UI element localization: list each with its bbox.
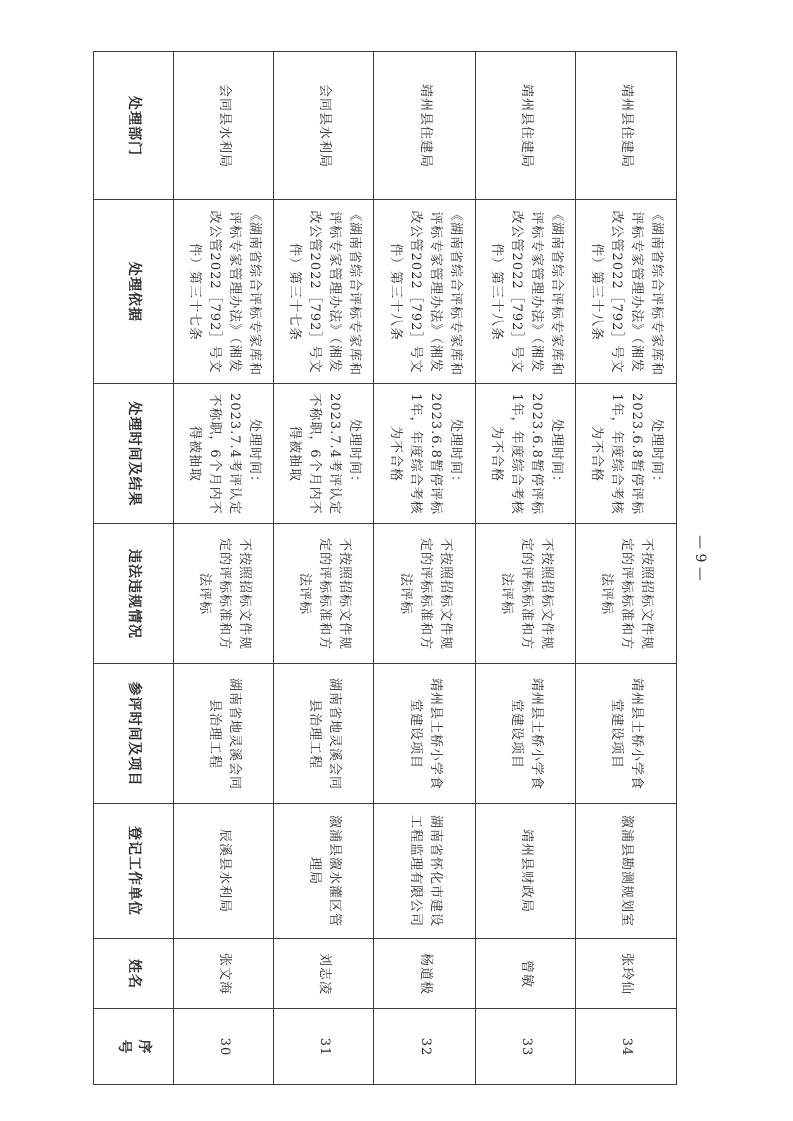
cell-text-name: 张玲仙	[619, 952, 634, 995]
cell-result	[174, 384, 274, 524]
cell-text-dept: 靖州县住建局	[619, 83, 634, 168]
cell-result	[274, 384, 374, 524]
field-row-dept	[94, 52, 677, 200]
cell-dept	[576, 52, 677, 200]
cell-basis	[374, 200, 476, 384]
cell-seq	[274, 1009, 374, 1085]
cell-unit	[476, 804, 576, 939]
header-label-seq: 序号	[115, 1039, 152, 1054]
cell-text-seq: 34	[619, 1037, 634, 1056]
cell-text-seq: 31	[316, 1037, 332, 1056]
cell-text-violation: 不按照招标文件规定的评标标准和方法评标	[498, 537, 554, 650]
penalty-table	[93, 51, 677, 1085]
cell-project	[274, 664, 374, 804]
cell-text-basis: 《湖南省综合评标专家库和评标专家管理办法》（湘发改公管2022［792］号文件）第三十七条	[286, 207, 362, 376]
cell-violation	[274, 524, 374, 664]
cell-text-project: 靖州县土桥小学食堂建设项目	[407, 677, 443, 790]
cell-result	[576, 384, 677, 524]
field-row-seq	[94, 1009, 677, 1085]
cell-name	[274, 939, 374, 1009]
cell-project	[476, 664, 576, 804]
header-cell-unit	[94, 804, 174, 939]
cell-seq	[576, 1009, 677, 1085]
cell-text-name: 张文海	[216, 952, 232, 995]
cell-unit	[174, 804, 274, 939]
cell-text-basis: 《湖南省综合评标专家库和评标专家管理办法》（湘发改公管2022［792］号文件）第三十八条	[387, 207, 463, 376]
cell-seq	[174, 1009, 274, 1085]
cell-basis	[174, 200, 274, 384]
header-cell-dept	[94, 52, 174, 200]
page-number: — 9 —	[692, 535, 708, 581]
field-row-violation	[94, 524, 677, 664]
header-label-violation: 违法违规情况	[125, 548, 142, 639]
cell-unit	[374, 804, 476, 939]
cell-seq	[476, 1009, 576, 1085]
cell-name	[374, 939, 476, 1009]
cell-text-project: 靖州县土桥小学食堂建设项目	[609, 677, 644, 790]
cell-text-name: 刘志凌	[316, 952, 332, 995]
cell-text-basis: 《湖南省综合评标专家库和评标专家管理办法》（湘发改公管2022［792］号文件）第三十八条	[589, 207, 664, 376]
cell-violation	[174, 524, 274, 664]
header-cell-result	[94, 384, 174, 524]
field-row-basis	[94, 200, 677, 384]
cell-text-dept: 靖州县住建局	[518, 83, 534, 168]
cell-text-project: 靖州县土桥小学食堂建设项目	[508, 677, 544, 790]
field-row-result	[94, 384, 677, 524]
cell-text-result: 处理时间：2023.6.8暂停评标1年，年度综合考核为不合格	[488, 392, 564, 515]
cell-name	[174, 939, 274, 1009]
cell-dept	[174, 52, 274, 200]
cell-text-unit: 辰溪县水利局	[216, 828, 232, 913]
cell-text-name: 曾敏	[518, 959, 534, 988]
cell-text-seq: 33	[518, 1037, 534, 1056]
header-cell-project	[94, 664, 174, 804]
cell-result	[476, 384, 576, 524]
cell-text-project: 湖南省地灵溪会同县治理工程	[306, 677, 342, 790]
cell-violation	[476, 524, 576, 664]
cell-text-result: 处理时间：2023.6.8暂停评标1年，年度综合考核为不合格	[387, 392, 463, 515]
cell-text-basis: 《湖南省综合评标专家库和评标专家管理办法》（湘发改公管2022［792］号文件）第三十七条	[186, 207, 262, 376]
cell-text-project: 湖南省地灵溪会同县治理工程	[206, 677, 242, 790]
cell-name	[576, 939, 677, 1009]
header-label-basis: 处理依据	[125, 261, 142, 322]
cell-name	[476, 939, 576, 1009]
cell-violation	[374, 524, 476, 664]
field-row-name	[94, 939, 677, 1009]
header-label-name: 姓名	[125, 958, 142, 989]
field-row-unit	[94, 804, 677, 939]
field-row-project	[94, 664, 677, 804]
cell-project	[576, 664, 677, 804]
header-label-dept: 处理部门	[125, 95, 142, 156]
header-label-project: 参评时间及项目	[125, 681, 142, 786]
cell-text-seq: 32	[417, 1037, 433, 1056]
cell-result	[374, 384, 476, 524]
cell-basis	[576, 200, 677, 384]
cell-text-violation: 不按照招标文件规定的评标标准和方法评标	[296, 537, 352, 650]
header-cell-seq	[94, 1009, 174, 1085]
cell-text-dept: 靖州县住建局	[417, 83, 433, 168]
cell-text-unit: 湖南省怀化市建设工程监理有限公司	[407, 814, 443, 927]
header-cell-violation	[94, 524, 174, 664]
cell-text-unit: 靖州县财政局	[518, 828, 534, 913]
cell-text-violation: 不按照招标文件规定的评标标准和方法评标	[196, 537, 252, 650]
cell-text-unit: 溆浦县勘测规划室	[619, 814, 634, 927]
cell-basis	[476, 200, 576, 384]
cell-text-violation: 不按照招标文件规定的评标标准和方法评标	[599, 537, 654, 650]
cell-basis	[274, 200, 374, 384]
cell-unit	[274, 804, 374, 939]
cell-dept	[274, 52, 374, 200]
cell-text-name: 杨道极	[417, 952, 433, 995]
header-cell-basis	[94, 200, 174, 384]
cell-text-violation: 不按照招标文件规定的评标标准和方法评标	[397, 537, 453, 650]
cell-text-seq: 30	[216, 1037, 232, 1056]
cell-violation	[576, 524, 677, 664]
cell-seq	[374, 1009, 476, 1085]
cell-text-unit: 溆浦县溆水灌区管理局	[306, 814, 342, 927]
cell-unit	[576, 804, 677, 939]
cell-text-result: 处理时间：2023.6.8暂停评标1年，年度综合考核为不合格	[589, 392, 664, 515]
cell-text-basis: 《湖南省综合评标专家库和评标专家管理办法》（湘发改公管2022［792］号文件）第三十八条	[488, 207, 564, 376]
cell-dept	[476, 52, 576, 200]
cell-project	[374, 664, 476, 804]
cell-text-result: 处理时间：2023.7.4考评认定不称职，6个月内不得被抽取	[286, 392, 362, 515]
header-cell-name	[94, 939, 174, 1009]
cell-text-dept: 会同县水利局	[316, 83, 332, 168]
cell-project	[174, 664, 274, 804]
header-label-unit: 登记工作单位	[125, 826, 142, 916]
cell-dept	[374, 52, 476, 200]
cell-text-result: 处理时间：2023.7.4考评认定不称职，6个月内不得被抽取	[186, 392, 262, 515]
header-label-result: 处理时间及结果	[125, 401, 142, 506]
cell-text-dept: 会同县水利局	[216, 83, 232, 168]
